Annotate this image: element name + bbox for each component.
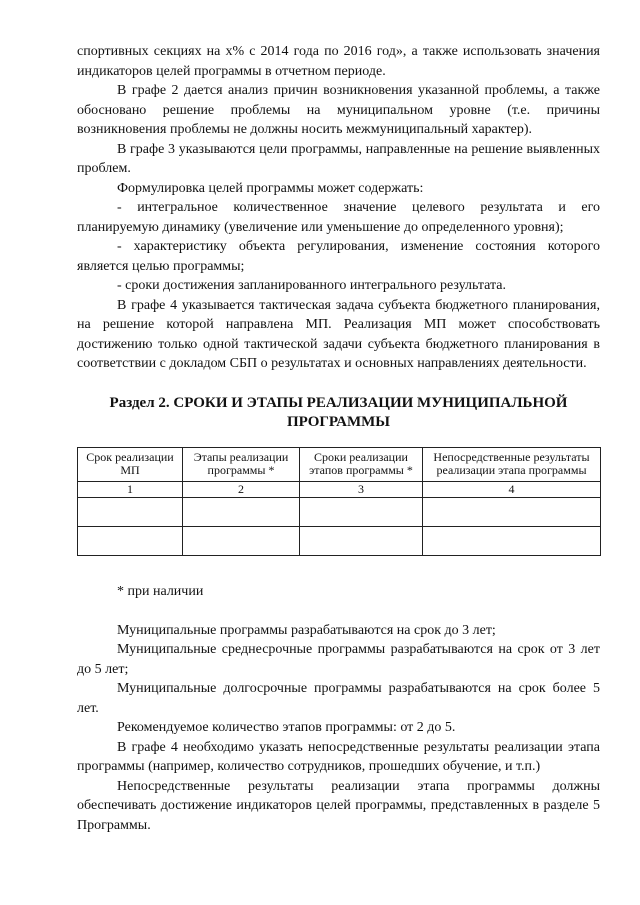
table-number-cell: 1 xyxy=(78,481,183,498)
table-header-row xyxy=(78,447,601,481)
paragraph-term-medium: Муниципальные среднесрочные программы разрабатываются на срок от 3 лет до 5 лет; xyxy=(77,642,600,677)
table-number-cell: 4 xyxy=(423,481,601,498)
footnote: * при наличии xyxy=(117,584,204,599)
table-number-cell: 3 xyxy=(300,481,423,498)
list-item-regulation-object: - характеристику объекта регулирования, изменение состояния которого является целью программы; xyxy=(77,239,600,274)
paragraph-goal-wording: Формулировка целей программы может содержать: xyxy=(117,180,424,196)
list-item-integral-value: - интегральное количественное значение целевого результата и его планируемую динамику (увеличение или уменьшение до определенного уровня); xyxy=(77,200,600,235)
table-number-row xyxy=(78,481,601,498)
section-heading: Раздел 2. СРОКИ И ЭТАПЫ РЕАЛИЗАЦИИ МУНИЦИПАЛЬНОЙ ПРОГРАММЫ xyxy=(109,394,568,430)
paragraph-term-short: Муниципальные программы разрабатываются на срок до 3 лет; xyxy=(117,622,496,638)
table-header-cell: Непосредственные результаты реализации этапа программы xyxy=(423,447,601,481)
paragraph-results-indicators: Непосредственные результаты реализации этапа программы должны обеспечивать достижение индикаторов целей программы, представленных в разделе 5 Программы. xyxy=(77,778,600,833)
paragraph-column-3: В графе 3 указываются цели программы, направленные на решение выявленных проблем. xyxy=(77,141,600,176)
paragraph-continuation: спортивных секциях на х% с 2014 года по 2016 год», а также использовать значения индикаторов целей программы в отчетном периоде. xyxy=(77,44,600,79)
document-page xyxy=(77,42,600,835)
table-header-cell: Сроки реализации этапов программы * xyxy=(300,447,423,481)
table-cell xyxy=(78,498,183,527)
table-row xyxy=(78,527,601,556)
table-row xyxy=(78,498,601,527)
paragraph-stage-count: Рекомендуемое количество этапов программы: от 2 до 5. xyxy=(117,720,456,735)
table-number-cell: 2 xyxy=(183,481,300,498)
paragraph-column-4-results: В графе 4 необходимо указать непосредственные результаты реализации этапа программы (например, количество сотрудников, прошедших обучение, и т.п.) xyxy=(77,739,600,774)
table-header-cell: Этапы реализации программы * xyxy=(183,447,300,481)
paragraph-column-2: В графе 2 дается анализ причин возникновения указанной проблемы, а также обосновано решение проблемы на муниципальном уровне (т.е. причины возникновения проблемы не должны носить межмуниципальный характер). xyxy=(77,83,600,137)
stages-table xyxy=(77,447,601,557)
table-cell xyxy=(423,498,601,527)
paragraph-column-4: В графе 4 указывается тактическая задача субъекта бюджетного планирования, на решение которой направлена МП. Реализация МП может способствовать достижению только одной тактической задачи субъекта бюджетного планирования в соответствии с докладом СБП о результатах и основных направлениях деятельности. xyxy=(77,297,600,371)
list-item-deadlines: - сроки достижения запланированного интегрального результата. xyxy=(117,278,506,293)
table-cell xyxy=(300,498,423,527)
table-cell xyxy=(423,527,601,556)
table-header-cell: Срок реализации МП xyxy=(78,447,183,481)
table-cell xyxy=(300,527,423,556)
table-cell xyxy=(183,498,300,527)
paragraph-term-long: Муниципальные долгосрочные программы разрабатываются на срок более 5 лет. xyxy=(77,681,600,716)
table-cell xyxy=(78,527,183,556)
table-cell xyxy=(183,527,300,556)
